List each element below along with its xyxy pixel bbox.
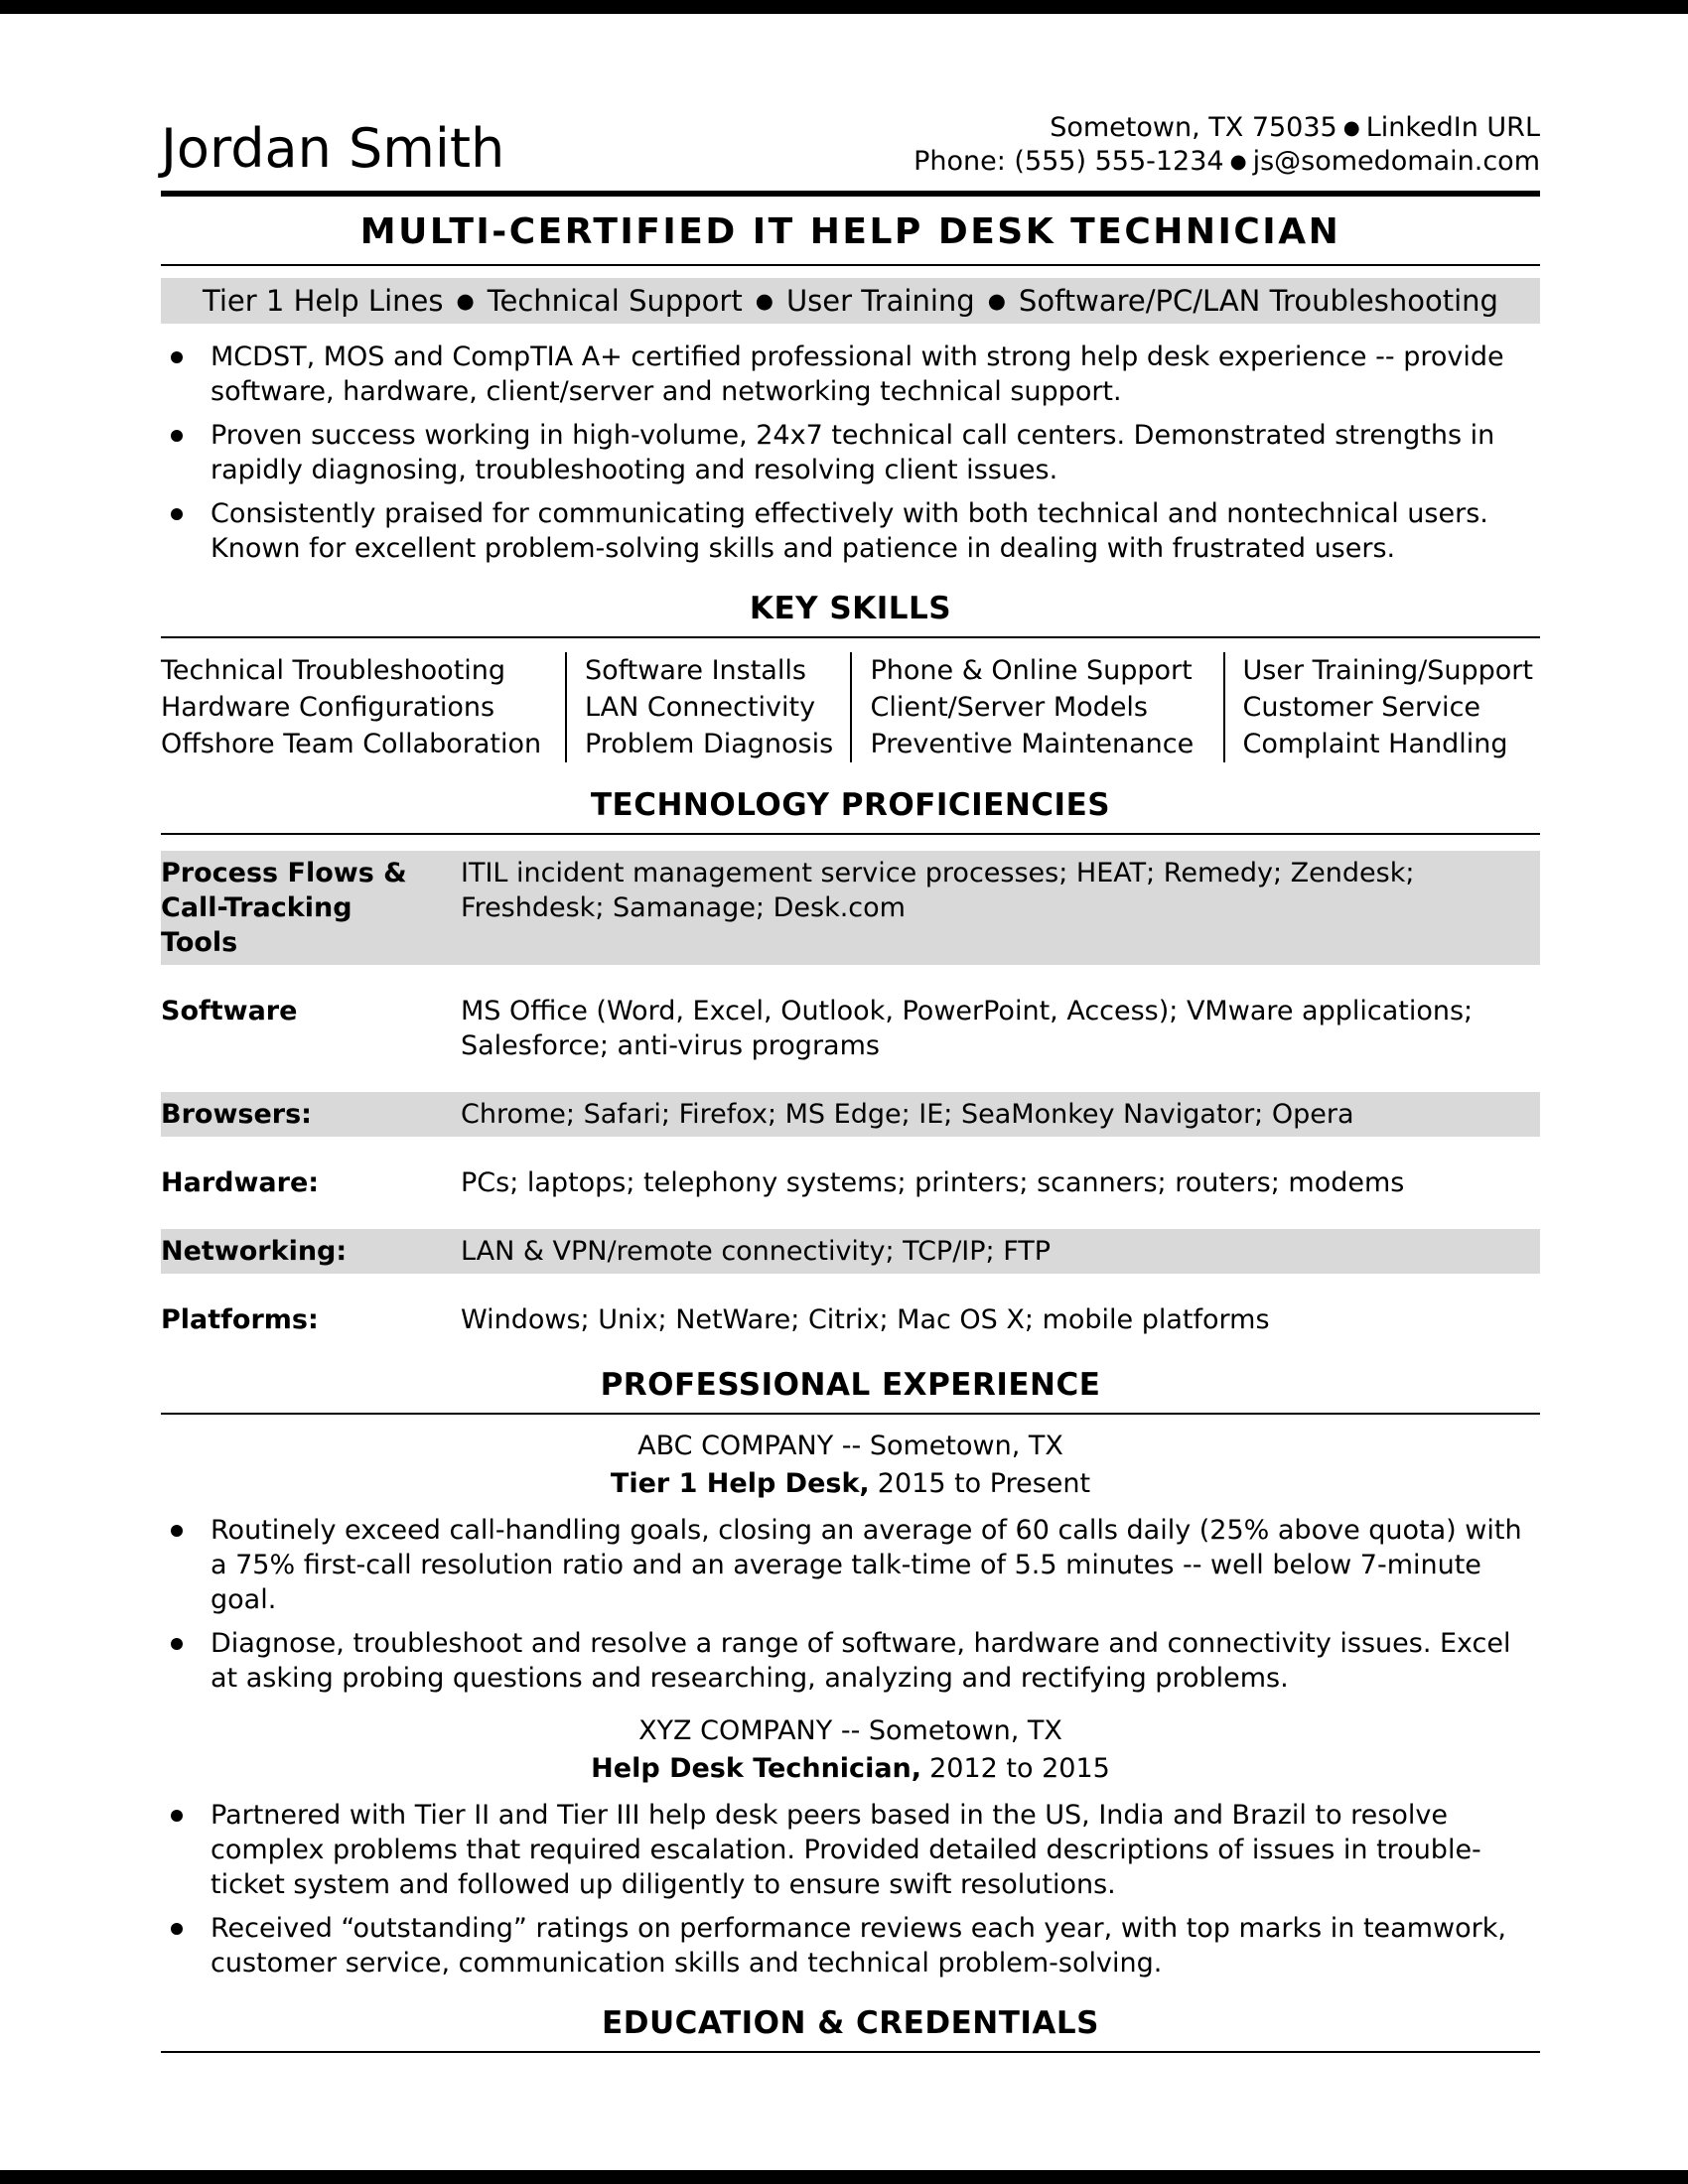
tech-category-label: Software (161, 996, 298, 1026)
summary-bullet (161, 340, 1540, 409)
tech-category-value: PCs; laptops; telephony systems; printers; scanners; routers; modems (461, 1167, 1405, 1198)
contact-line-2 (914, 145, 1540, 179)
section-heading-key-skills: KEY SKILLS (161, 590, 1540, 638)
bullet-separator-icon: ● (1229, 150, 1247, 173)
key-skills-column-2 (565, 652, 851, 762)
bullet-icon (171, 1525, 183, 1537)
job-dates: 2012 to 2015 (929, 1753, 1110, 1784)
skill-item: User Training/Support (1242, 655, 1533, 686)
tech-category-value: Chrome; Safari; Firefox; MS Edge; IE; SeaMonkey Navigator; Opera (461, 1099, 1354, 1130)
specialty-item: Tier 1 Help Lines (203, 284, 444, 318)
job-bullet (161, 1626, 1540, 1696)
contact-linkedin: LinkedIn URL (1365, 112, 1540, 143)
skill-item: Phone & Online Support (870, 655, 1193, 686)
bullet-icon (171, 508, 183, 520)
section-heading-education: EDUCATION & CREDENTIALS (161, 2004, 1540, 2053)
job-bullet-text: Received “outstanding” ratings on performance reviews each year, with top marks in teamwork, customer service, communication skills and technical problem-solving. (211, 1913, 1506, 1979)
skill-item: Software Installs (584, 655, 806, 686)
section-heading-experience: PROFESSIONAL EXPERIENCE (161, 1366, 1540, 1415)
skill-item: Customer Service (1242, 692, 1481, 723)
skill-item: Preventive Maintenance (870, 729, 1195, 759)
specialties-bar (161, 278, 1540, 324)
tech-row-platforms (161, 1297, 1540, 1342)
tech-category-label: Networking: (161, 1236, 348, 1267)
tech-category-value: Windows; Unix; NetWare; Citrix; Mac OS X; mobile platforms (461, 1304, 1270, 1335)
tech-row-hardware (161, 1160, 1540, 1205)
contact-info (914, 111, 1540, 179)
job-dates: 2015 to Present (877, 1468, 1091, 1499)
tech-category-label: Process Flows & Call-Tracking Tools (161, 858, 407, 958)
job-bullet (161, 1911, 1540, 1980)
page-top-border (0, 0, 1688, 14)
contact-email: js@somedomain.com (1252, 146, 1540, 177)
tech-category-value: MS Office (Word, Excel, Outlook, PowerPoint, Access); VMware applications; Salesforce; anti-virus programs (461, 996, 1474, 1061)
section-heading-technology: TECHNOLOGY PROFICIENCIES (161, 786, 1540, 835)
skill-item: Hardware Configurations (161, 692, 495, 723)
summary-bullet (161, 496, 1540, 566)
key-skills-column-1 (161, 652, 565, 762)
tech-category-value: ITIL incident management service processes; HEAT; Remedy; Zendesk; Freshdesk; Samanage; Desk.com (461, 858, 1415, 923)
job-bullet-text: Partnered with Tier II and Tier III help desk peers based in the US, India and Brazil to resolve complex problems that required escalation. Provided detailed descriptions of issues in trouble-ticket system and followed up diligently to ensure swift resolutions. (211, 1800, 1481, 1900)
key-skills-column-4 (1223, 652, 1540, 762)
bullet-separator-icon: ● (1342, 116, 1360, 139)
company-name: ABC COMPANY -- Sometown, TX (637, 1431, 1063, 1461)
bullet-icon (171, 1810, 183, 1822)
skill-item: Problem Diagnosis (584, 729, 834, 759)
company-name: XYZ COMPANY -- Sometown, TX (638, 1715, 1062, 1746)
tech-category-value: LAN & VPN/remote connectivity; TCP/IP; FTP (461, 1236, 1052, 1267)
tech-row-software (161, 989, 1540, 1068)
tech-row-networking (161, 1229, 1540, 1274)
skill-item: Offshore Team Collaboration (161, 729, 542, 759)
job-bullet-list (161, 1798, 1540, 1980)
job-xyz-company (161, 1713, 1540, 1980)
bullet-separator-icon: ● (755, 289, 774, 313)
skill-item: Technical Troubleshooting (161, 655, 506, 686)
skill-item: LAN Connectivity (584, 692, 816, 723)
tech-row-process-flows (161, 851, 1540, 965)
bullet-separator-icon: ● (456, 289, 475, 313)
key-skills-table (161, 652, 1540, 762)
specialty-item: User Training (785, 284, 975, 318)
tech-category-label: Platforms: (161, 1304, 319, 1335)
job-title: Help Desk Technician, (591, 1753, 922, 1784)
job-bullet-text: Routinely exceed call-handling goals, closing an average of 60 calls daily (25% above quota) with a 75% first-call resolution ratio and an average talk-time of 5.5 minutes -- well below 7-minute goal. (211, 1515, 1522, 1615)
bullet-separator-icon: ● (987, 289, 1006, 313)
summary-bullet-text: Consistently praised for communicating effectively with both technical and nontechnical users. Known for excellent problem-solving skills and patience in dealing with frustrated users. (211, 498, 1488, 564)
technology-table (161, 851, 1540, 1342)
summary-bullet-text: Proven success working in high-volume, 24x7 technical call centers. Demonstrated strengths in rapidly diagnosing, troubleshooting and resolving client issues. (211, 420, 1495, 485)
specialty-item: Technical Support (487, 284, 743, 318)
summary-bullet (161, 418, 1540, 487)
person-name: Jordan Smith (161, 116, 505, 180)
job-title-line (161, 1466, 1540, 1501)
header (161, 111, 1540, 179)
key-skills-column-3 (850, 652, 1222, 762)
contact-line-1 (914, 111, 1540, 145)
specialty-item: Software/PC/LAN Troubleshooting (1018, 284, 1498, 318)
skill-item: Complaint Handling (1242, 729, 1508, 759)
job-bullet (161, 1798, 1540, 1902)
tech-category-label: Browsers: (161, 1099, 312, 1130)
bullet-icon (171, 430, 183, 442)
job-title-line (161, 1751, 1540, 1786)
job-bullet (161, 1513, 1540, 1617)
skill-item: Client/Server Models (870, 692, 1149, 723)
bullet-icon (171, 1638, 183, 1650)
bullet-icon (171, 351, 183, 363)
summary-list (161, 340, 1540, 566)
job-bullet-list (161, 1513, 1540, 1696)
header-divider-rule (161, 191, 1540, 197)
page-bottom-border (0, 2170, 1688, 2184)
contact-location: Sometown, TX 75035 (1050, 112, 1337, 143)
bullet-icon (171, 1923, 183, 1935)
resume-title: MULTI-CERTIFIED IT HELP DESK TECHNICIAN (161, 210, 1540, 266)
job-abc-company (161, 1429, 1540, 1696)
summary-bullet-text: MCDST, MOS and CompTIA A+ certified professional with strong help desk experience -- provide software, hardware, client/server and networking technical support. (211, 341, 1504, 407)
job-bullet-text: Diagnose, troubleshoot and resolve a range of software, hardware and connectivity issues. Excel at asking probing questions and researching, analyzing and rectifying problems. (211, 1628, 1511, 1694)
job-title: Tier 1 Help Desk, (610, 1468, 870, 1499)
contact-phone: Phone: (555) 555-1234 (914, 146, 1224, 177)
tech-row-browsers (161, 1092, 1540, 1137)
tech-category-label: Hardware: (161, 1167, 320, 1198)
